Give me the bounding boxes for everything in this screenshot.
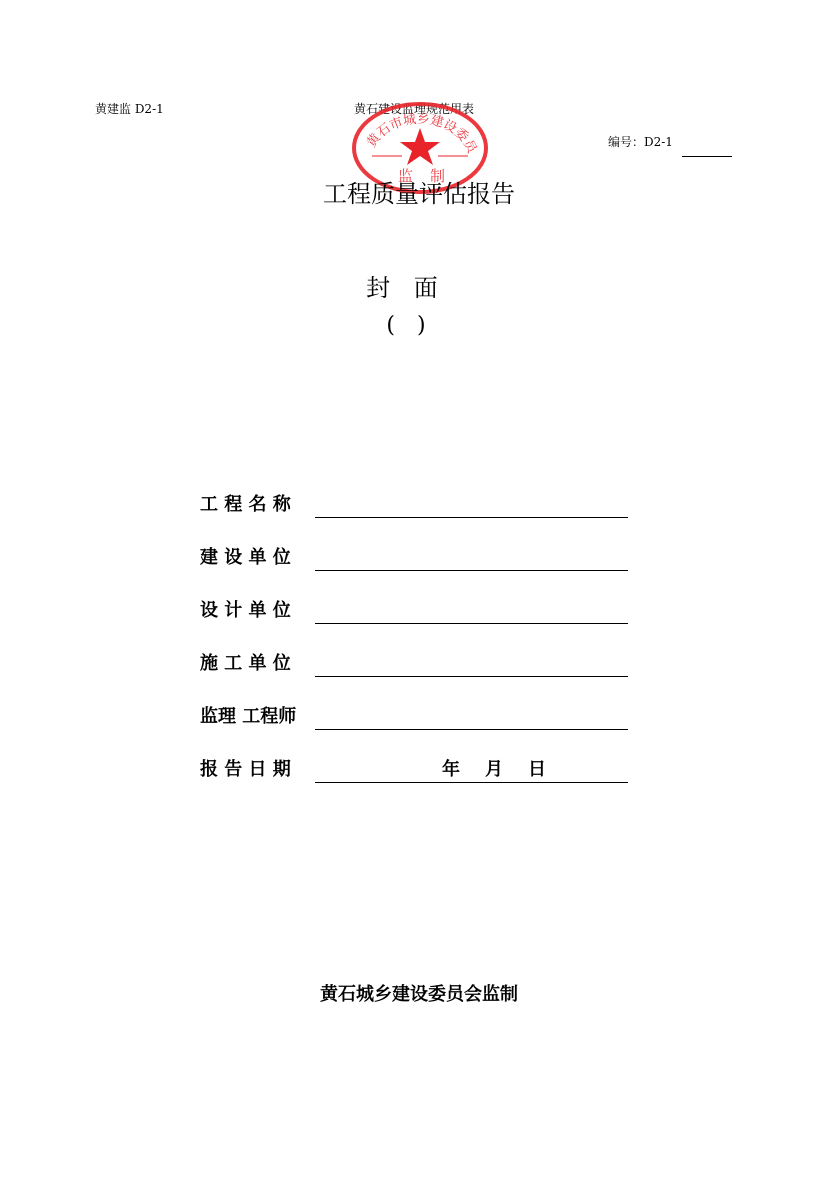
field-fill-line[interactable] [315, 517, 628, 518]
report-title: 工程质量评估报告 [323, 180, 515, 208]
header-form-id: 黄建监 D2-1 [95, 102, 164, 116]
field-fill-line[interactable] [315, 623, 628, 624]
svg-text:黄石市城乡建设委员会: 黄石市城乡建设委员 [364, 111, 480, 156]
field-label: 建 设 单 位 [200, 547, 291, 568]
field-label: 工 程 名 称 [200, 494, 291, 515]
field-label: 监理 工程师 [200, 706, 297, 727]
field-project-name [200, 488, 630, 518]
seal-star-icon [400, 128, 440, 165]
field-label: 报 告 日 期 [200, 759, 291, 780]
field-design-unit [200, 594, 630, 624]
field-fill-line[interactable] [315, 782, 628, 783]
svg-text:制: 制 [430, 167, 446, 185]
date-month-label: 月 [485, 759, 503, 780]
footer-issuer: 黄石城乡建设委员会监制 [320, 984, 518, 1005]
field-label: 施 工 单 位 [200, 653, 291, 674]
date-day-label: 日 [528, 759, 546, 780]
svg-text:监: 监 [398, 167, 414, 185]
cover-subtitle: 封 面 [366, 274, 446, 302]
document-number: 编号：D2-1 [608, 135, 673, 149]
date-year-label: 年 [442, 759, 460, 780]
document-number-underline [682, 156, 732, 157]
field-fill-line[interactable] [315, 729, 628, 730]
field-supervising-engineer [200, 700, 630, 730]
header-form-series: 黄石建设监理规范用表 [354, 102, 475, 116]
field-contractor-unit [200, 647, 630, 677]
field-construction-unit [200, 541, 630, 571]
field-fill-line[interactable] [315, 676, 628, 677]
field-fill-line[interactable] [315, 570, 628, 571]
field-report-date [200, 753, 630, 783]
cover-parenthesis: ( ) [386, 313, 426, 338]
field-label: 设 计 单 位 [200, 600, 291, 621]
